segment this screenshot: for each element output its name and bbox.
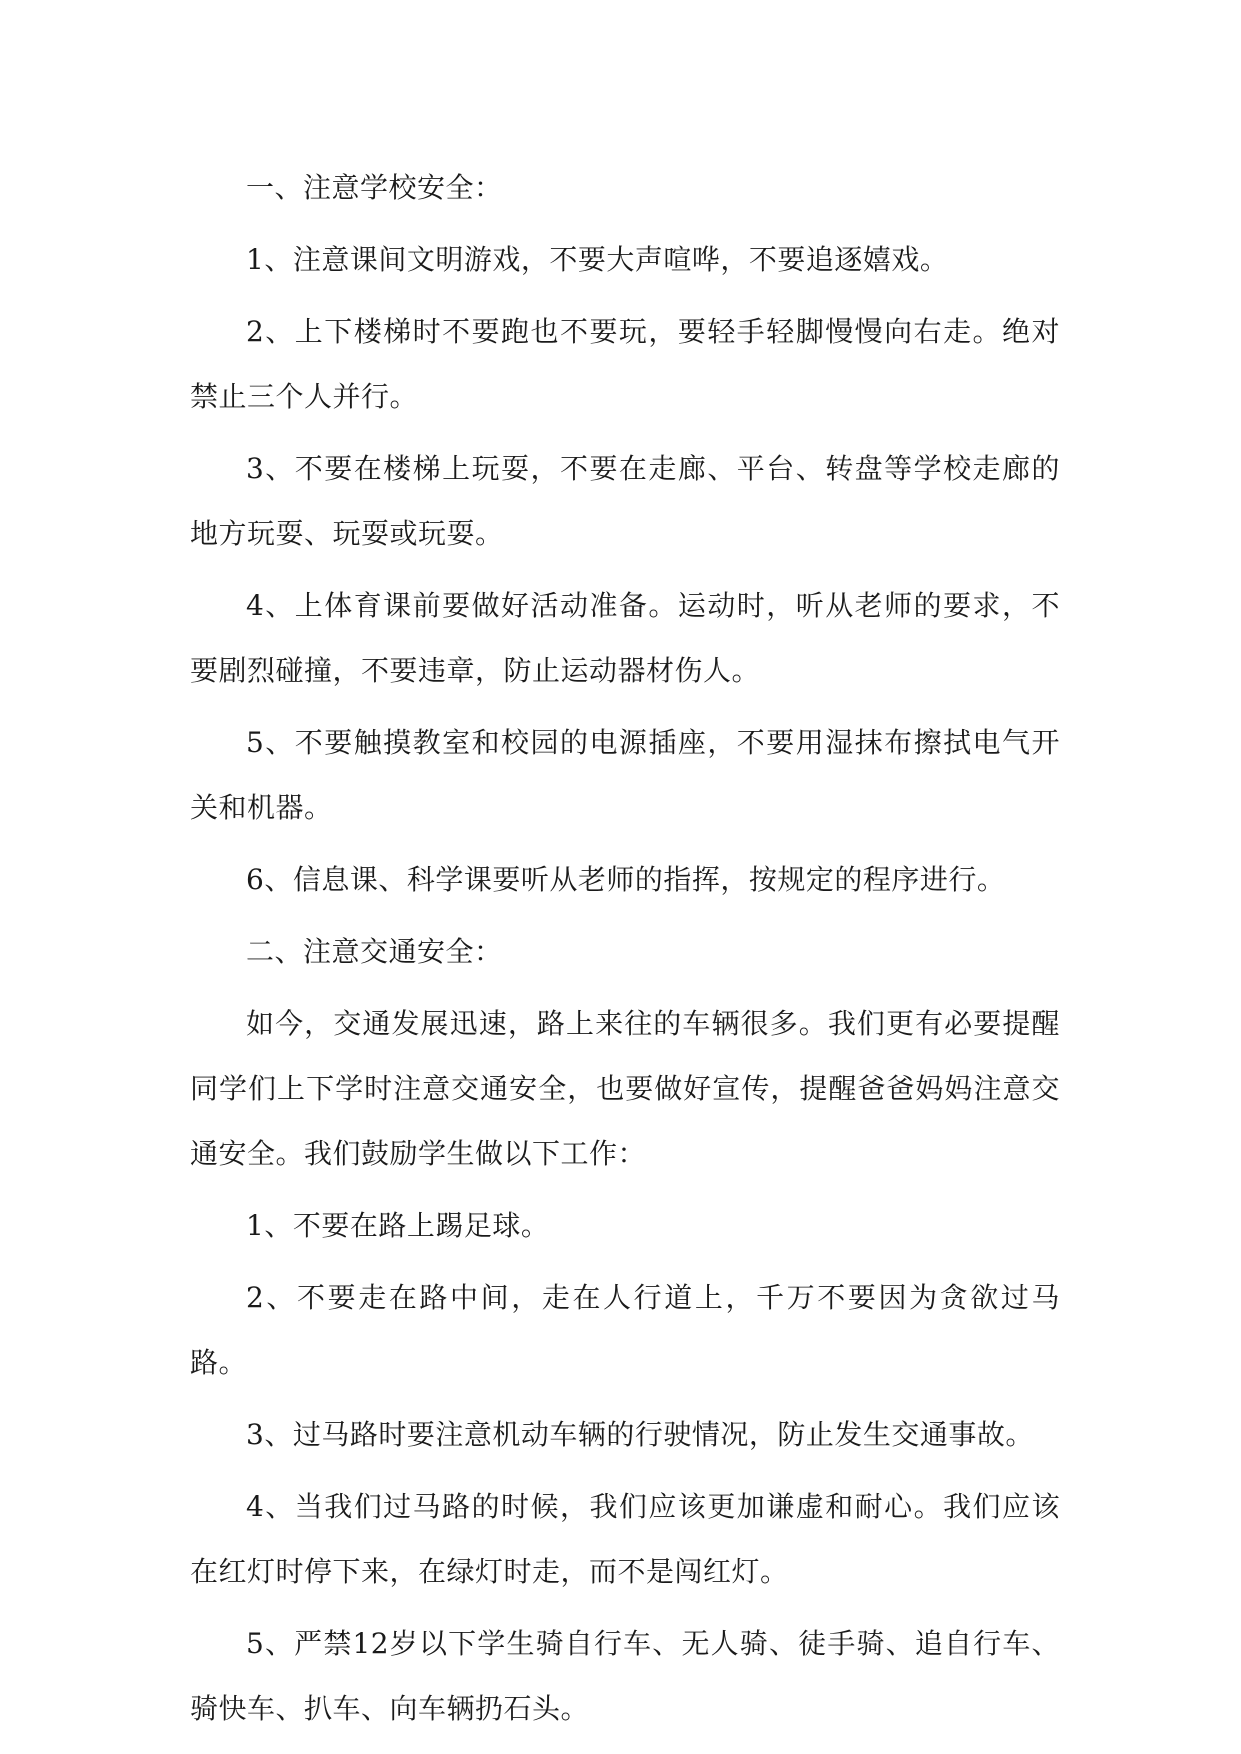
list-item: 2、不要走在路中间，走在人行道上，千万不要因为贪欲过马路。 [190, 1281, 1060, 1379]
list-item: 4、上体育课前要做好活动准备。运动时，听从老师的要求，不要剧烈碰撞，不要违章，防止运动器材伤人。 [190, 589, 1060, 687]
list-item: 1、不要在路上踢足球。 [246, 1209, 550, 1242]
list-item: 3、不要在楼梯上玩耍，不要在走廊、平台、转盘等学校走廊的地方玩耍、玩耍或玩耍。 [190, 452, 1060, 550]
list-item: 1、注意课间文明游戏，不要大声喧哗，不要追逐嬉戏。 [246, 243, 949, 276]
list-item: 5、不要触摸教室和校园的电源插座，不要用湿抹布擦拭电气开关和机器。 [190, 726, 1060, 824]
section-heading-school-safety: 一、注意学校安全： [246, 171, 503, 204]
list-item: 4、当我们过马路的时候，我们应该更加谦虚和耐心。我们应该在红灯时停下来，在绿灯时走，而不是闯红灯。 [190, 1490, 1060, 1588]
body-paragraph: 如今，交通发展迅速，路上来往的车辆很多。我们更有必要提醒同学们上下学时注意交通安全，也要做好宣传，提醒爸爸妈妈注意交通安全。我们鼓励学生做以下工作： [190, 1007, 1060, 1170]
document-body [190, 155, 1060, 1748]
section-heading-traffic-safety: 二、注意交通安全： [246, 935, 503, 968]
list-item: 3、过马路时要注意机动车辆的行驶情况，防止发生交通事故。 [246, 1418, 1034, 1451]
list-item: 5、严禁12岁以下学生骑自行车、无人骑、徒手骑、追自行车、骑快车、扒车、向车辆扔石头。 [190, 1627, 1060, 1725]
list-item: 6、信息课、科学课要听从老师的指挥，按规定的程序进行。 [246, 863, 1006, 896]
list-item: 2、上下楼梯时不要跑也不要玩，要轻手轻脚慢慢向右走。绝对禁止三个人并行。 [190, 315, 1060, 413]
